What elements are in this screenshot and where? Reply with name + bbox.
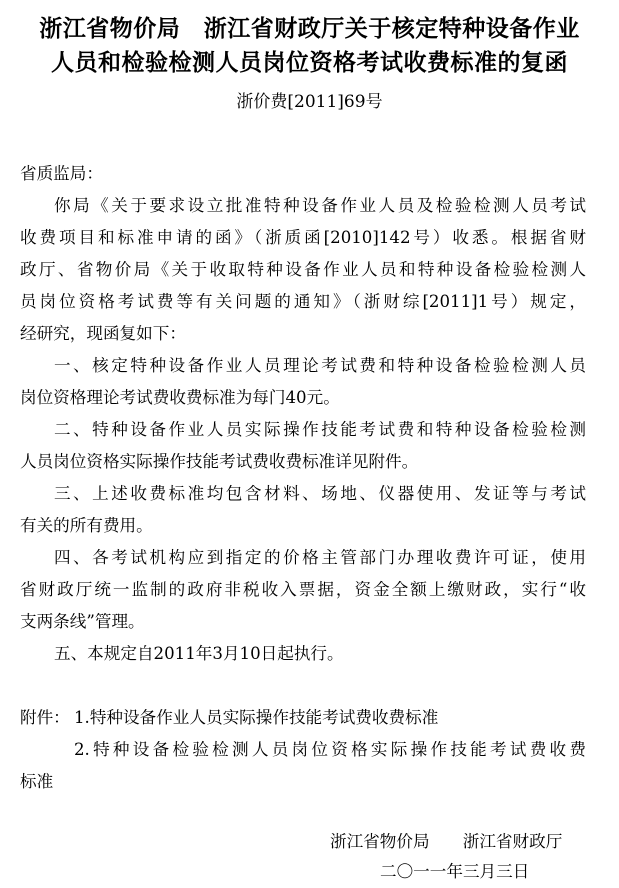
paragraph-5-line-3: 支两条线”管理。 — [20, 612, 145, 631]
document-title-line-2: 人员和检验检测人员岗位资格考试收费标准的复函 — [51, 50, 568, 76]
paragraph-3-line-1: 二、特种设备作业人员实际操作技能考试费和特种设备检验检测 — [54, 420, 586, 439]
paragraph-2-line-1: 一、核定特种设备作业人员理论考试费和特种设备检验检测人员 — [54, 356, 586, 375]
paragraph-4-line-1: 三、上述收费标准均包含材料、场地、仪器使用、发证等与考试 — [54, 484, 586, 503]
paragraph-1-line-2: 收费项目和标准申请的函》（浙质函[2010]142号）收悉。根据省财 — [20, 228, 586, 247]
signatories: 浙江省物价局 浙江省财政厅 — [330, 832, 563, 851]
document-date: 二〇一一年三月三日 — [380, 862, 530, 881]
document-number: 浙价费[2011]69号 — [236, 92, 383, 112]
paragraph-1-line-4: 员岗位资格考试费等有关问题的通知》（浙财综[2011]1号）规定， — [20, 292, 586, 311]
attachment-item-1: 1.特种设备作业人员实际操作技能考试费收费标准 — [74, 708, 439, 727]
attachment-item-2: 2.特种设备检验检测人员岗位资格实际操作技能考试费收费 — [74, 740, 586, 759]
paragraph-5-line-1: 四、各考试机构应到指定的价格主管部门办理收费许可证，使用 — [54, 548, 586, 567]
paragraph-5-line-2: 省财政厅统一监制的政府非税收入票据，资金全额上缴财政，实行“收 — [20, 580, 586, 599]
paragraph-3-line-2: 人员岗位资格实际操作技能考试费收费标准详见附件。 — [20, 452, 419, 471]
paragraph-4-line-2: 有关的所有费用。 — [20, 516, 153, 535]
addressee: 省质监局： — [20, 164, 103, 183]
document-title-line-1: 浙江省物价局 浙江省财政厅关于核定特种设备作业 — [39, 16, 580, 42]
paragraph-1-line-3: 政厅、省物价局《关于收取特种设备作业人员和特种设备检验检测人 — [20, 260, 586, 279]
attachments-label: 附件： — [20, 708, 70, 727]
paragraph-1-line-5: 经研究，现函复如下： — [20, 324, 186, 343]
paragraph-6-line-1: 五、本规定自2011年3月10日起执行。 — [54, 644, 344, 663]
paragraph-1-line-1: 你局《关于要求设立批准特种设备作业人员及检验检测人员考试 — [54, 196, 586, 215]
attachment-item-2-continuation: 标准 — [20, 772, 54, 791]
paragraph-2-line-2: 岗位资格理论考试费收费标准为每门40元。 — [20, 388, 340, 407]
